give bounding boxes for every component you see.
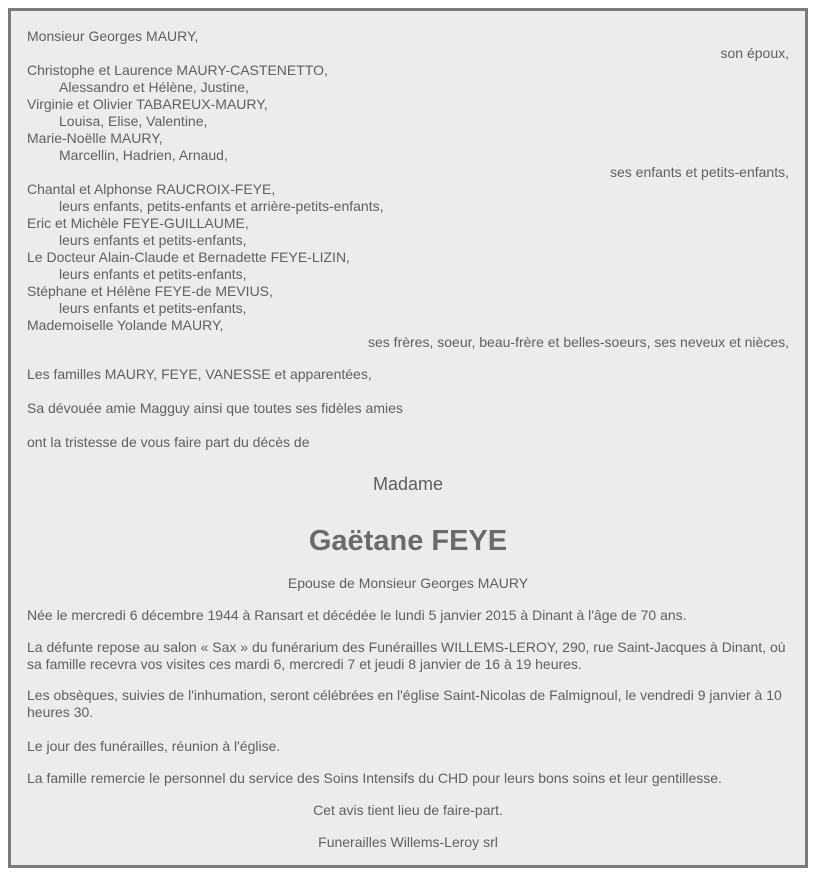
title-madame: Madame bbox=[372, 474, 444, 494]
family-line: Chantal et Alphonse RAUCROIX-FEYE, bbox=[27, 181, 276, 197]
funeral-home-line: Funerailles Willems-Leroy srl bbox=[318, 834, 498, 850]
notice-line: Cet avis tient lieu de faire-part. bbox=[313, 802, 503, 818]
families-line: Les familles MAURY, FEYE, VANESSE et apparentées, bbox=[27, 366, 372, 382]
relation-line: ses enfants et petits-enfants, bbox=[610, 164, 789, 180]
family-subline: Marcellin, Hadrien, Arnaud, bbox=[59, 147, 228, 163]
thanks-paragraph: La famille remercie le personnel du service des Soins Intensifs du CHD pour leurs bons soins et leur gentillesse. bbox=[27, 770, 722, 786]
relation-line: ses frères, soeur, beau-frère et belles-soeurs, ses neveux et nièces, bbox=[368, 334, 789, 350]
family-line: Marie-Noëlle MAURY, bbox=[27, 130, 163, 146]
family-subline: leurs enfants et petits-enfants, bbox=[59, 266, 247, 282]
family-line: Le Docteur Alain-Claude et Bernadette FEYE-LIZIN, bbox=[27, 249, 350, 265]
family-line: Stéphane et Hélène FEYE-de MEVIUS, bbox=[27, 283, 273, 299]
announcement-line: ont la tristesse de vous faire part du décès de bbox=[27, 434, 310, 450]
family-line: Eric et Michèle FEYE-GUILLAUME, bbox=[27, 215, 249, 231]
family-line: Christophe et Laurence MAURY-CASTENETTO, bbox=[27, 62, 328, 78]
relation-line: son époux, bbox=[720, 45, 789, 61]
family-subline: Alessandro et Hélène, Justine, bbox=[59, 79, 249, 95]
family-line: Monsieur Georges MAURY, bbox=[27, 28, 199, 44]
family-line: Mademoiselle Yolande MAURY, bbox=[27, 317, 224, 333]
spouse-line: Epouse de Monsieur Georges MAURY bbox=[287, 575, 529, 591]
family-subline: leurs enfants, petits-enfants et arrière-petits-enfants, bbox=[59, 198, 384, 214]
family-subline: leurs enfants et petits-enfants, bbox=[59, 300, 247, 316]
family-subline: Louisa, Elise, Valentine, bbox=[59, 113, 208, 129]
family-line: Virginie et Olivier TABAREUX-MAURY, bbox=[27, 96, 268, 112]
repose-paragraph: La défunte repose au salon « Sax » du funérarium des Funérailles WILLEMS-LEROY, 290, rue Saint-Jacques à Dinant, où sa famille recevra vos visites ces mardi 6, mercredi 7 et jeudi 8 janvier de 16 à 19 heures. bbox=[27, 639, 786, 672]
reunion-paragraph: Le jour des funérailles, réunion à l'église. bbox=[27, 738, 281, 754]
deceased-name: Gaëtane FEYE bbox=[308, 525, 508, 557]
friend-line: Sa dévouée amie Magguy ainsi que toutes ses fidèles amies bbox=[27, 400, 403, 416]
birth-death-paragraph: Née le mercredi 6 décembre 1944 à Ransart et décédée le lundi 5 janvier 2015 à Dinant à l'âge de 70 ans. bbox=[27, 607, 687, 623]
funeral-paragraph: Les obsèques, suivies de l'inhumation, seront célébrées en l'église Saint-Nicolas de Falmignoul, le vendredi 9 janvier à 10 heures 30. bbox=[27, 687, 782, 720]
family-subline: leurs enfants et petits-enfants, bbox=[59, 232, 247, 248]
obituary-notice bbox=[8, 8, 808, 868]
